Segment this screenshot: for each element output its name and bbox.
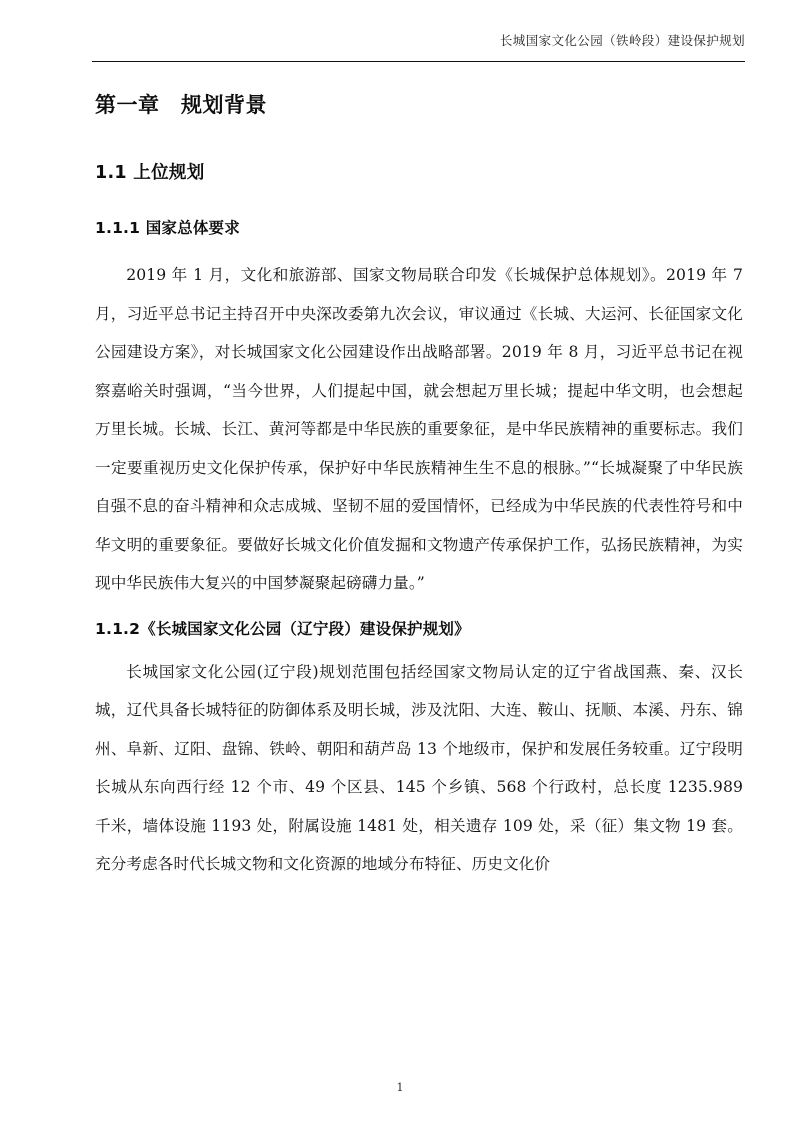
paragraph-1-1-2-1: 长城国家文化公园(辽宁段)规划范围包括经国家文物局认定的辽宁省战国燕、秦、汉长城，辽代具备长城特征的防御体系及明长城，涉及沈阳、大连、鞍山、抚顺、本溪、丹东、锦州、阜新、辽阳、盘锦、铁岭、朝阳和葫芦岛 13 个地级市，保护和发展任务较重。辽宁段明长城从东向西行经 12 个市、49 个区县、145 个乡镇、568 个行政村，总长度 1235.989 千米，墙体设施 1193 处，附属设施 1481 处，相关遗存 109 处，采（征）集文物 19 套。充分考虑各时代长城文物和文化资源的地域分布特征、历史文化价 <box>95 662 743 873</box>
chapter-title: 第一章 规划背景 <box>95 93 267 117</box>
paragraph-1-1-1-1: 2019 年 1 月，文化和旅游部、国家文物局联合印发《长城保护总体规划》。2019 年 7 月，习近平总书记主持召开中央深改委第九次会议，审议通过《长城、大运河、长征国家文化公园建设方案》，对长城国家文化公园建设作出战略部署。2019 年 8 月，习近平总书记在视察嘉峪关时强调，“当今世界，人们提起中国，就会想起万里长城；提起中华文明，也会想起万里长城。长城、长江、黄河等都是中华民族的重要象征，是中华民族精神的重要标志。我们一定要重视历史文化保护传承，保护好中华民族精神生生不息的根脉。”“长城凝聚了中华民族自强不息的奋斗精神和众志成城、坚韧不屈的爱国情怀，已经成为中华民族的代表性符号和中华文明的重要象征。要做好长城文化价值发掘和文物遗产传承保护工作，弘扬民族精神，为实现中华民族伟大复兴的中国梦凝聚起磅礴力量。” <box>95 266 743 592</box>
page-content <box>95 78 743 884</box>
page-footer <box>0 1076 800 1095</box>
page-number: 1 <box>396 1081 404 1094</box>
header-divider-rule <box>92 61 745 62</box>
subsection-title-1-1-2: 1.1.2《长城国家文化公园（辽宁段）建设保护规划》 <box>95 619 470 638</box>
running-header <box>92 30 745 50</box>
section-title-1-1: 1.1 上位规划 <box>95 163 205 183</box>
subsection-title-1-1-1: 1.1.1 国家总体要求 <box>95 219 240 237</box>
running-header-title: 长城国家文化公园（铁岭段）建设保护规划 <box>499 33 745 48</box>
